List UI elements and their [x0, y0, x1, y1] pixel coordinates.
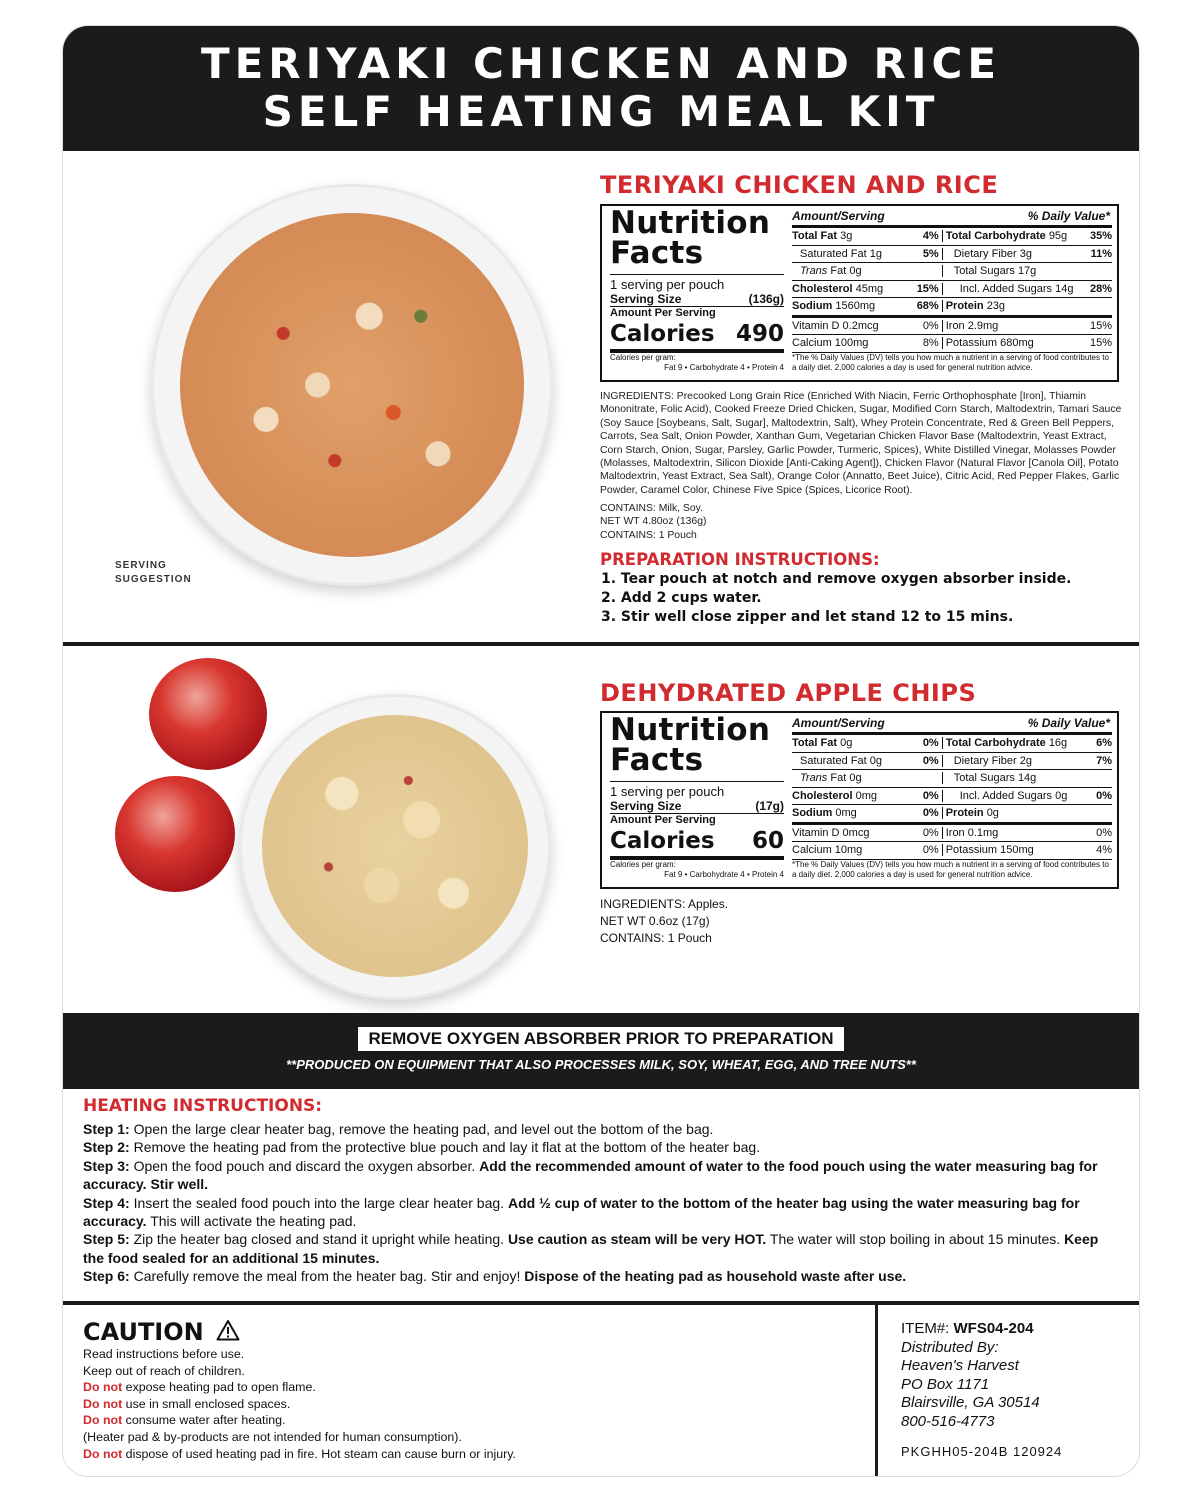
- nf-row: [792, 842, 1112, 860]
- nf-nutrient-amount: 3g: [1019, 247, 1032, 260]
- heating-step: [83, 1230, 1123, 1267]
- nf-nutrient-name: Total Sugars: [953, 265, 1015, 278]
- footer-vertical-divider: [875, 1305, 878, 1476]
- nf-nutrient: [792, 320, 879, 332]
- nf-cell-right: [942, 230, 1112, 242]
- heating-step: [83, 1120, 1123, 1138]
- apple-chips-food: [262, 715, 528, 977]
- nf-nutrient: [946, 827, 999, 839]
- nf-cell-left: [792, 844, 942, 856]
- heating-step: [83, 1194, 1123, 1231]
- step-text: Open the large clear heater bag, remove the heating pad, and level out the bottom of the bag.: [129, 1121, 714, 1137]
- nf-right: [792, 208, 1112, 373]
- caution-line: [83, 1379, 516, 1396]
- nf-serving-size-value: (17g): [755, 799, 784, 813]
- step-text: Remove the heating pad from the protective blue pouch and lay it flat at the bottom of the heater bag.: [129, 1139, 761, 1156]
- nf-nutrient: [792, 230, 852, 242]
- nf-amount-per-serving: Amount Per Serving: [610, 306, 784, 319]
- nf-nutrient: [946, 320, 999, 332]
- nf-nutrient: [946, 772, 1037, 784]
- nf-nutrient-dv: 0%: [922, 737, 939, 750]
- nf-nutrient-amount: 45mg: [855, 282, 884, 295]
- nutrition-facts-meal2: [600, 711, 1119, 889]
- nf-nutrient: [946, 265, 1037, 277]
- caution-line: [83, 1396, 516, 1413]
- warning-icon: [216, 1319, 240, 1341]
- nf-heading: Nutrition: [610, 712, 771, 748]
- nf-nutrient: [792, 844, 862, 856]
- nf-nutrient: [946, 807, 999, 819]
- nf-cell-left: [792, 337, 942, 349]
- nf-cell-right: [942, 337, 1112, 349]
- nf-nutrient: [792, 283, 883, 295]
- prep-step: 3. Stir well close zipper and let stand 12 to 15 mins.: [601, 609, 1014, 625]
- nf-servings: 1 serving per pouch: [610, 277, 725, 292]
- nf-cell-left: [792, 248, 942, 260]
- nf-nutrient-amount: 17g: [1017, 265, 1037, 278]
- oxygen-absorber-notice: REMOVE OXYGEN ABSORBER PRIOR TO PREPARATION: [358, 1027, 843, 1051]
- meal1-title: TERIYAKI CHICKEN AND RICE: [600, 171, 999, 199]
- nf-nutrient-amount: 0mg: [855, 789, 877, 802]
- nf-calories: [610, 319, 784, 353]
- nf-cell-left: [792, 265, 942, 277]
- nf-cell-left: [792, 807, 942, 819]
- nf-nutrient-amount: 14g: [1017, 772, 1037, 785]
- nf-heading: Facts: [610, 235, 704, 271]
- nf-cell-left: [792, 283, 942, 295]
- apple-image: [115, 776, 235, 892]
- heating-step: [83, 1138, 1123, 1156]
- nf-nutrient-name: Cholesterol: [792, 789, 853, 802]
- nf-cal-per-gram: Calories per gram:: [610, 860, 676, 869]
- nf-nutrient-dv: 6%: [1096, 737, 1112, 750]
- nf-nutrient: [792, 827, 869, 839]
- header-title-line1: TERIYAKI CHICKEN AND RICE: [200, 39, 1002, 88]
- nf-table-header: [792, 715, 1112, 735]
- nf-footnote: *The % Daily Values (DV) tells you how much a nutrient in a serving of food contributes to a daily diet. 2,000 calories a day is used for general nutrition advice.: [792, 352, 1109, 372]
- nf-cell-right: [942, 265, 1112, 277]
- step-text: Zip the heater bag closed and stand it upright while heating.: [129, 1231, 508, 1248]
- header-banner: [63, 26, 1139, 151]
- nf-nutrient: [946, 300, 1005, 312]
- distributor-info: ITEM#: WFS04-204 Distributed By: Heaven's Harvest PO Box 1171 Blairsville, GA 30514 800-516-4773: [901, 1320, 1040, 1430]
- warning-band: [63, 1013, 1139, 1089]
- nf-nutrient-amount: 0g: [1055, 789, 1068, 802]
- step-label: Step 5:: [83, 1231, 130, 1248]
- nf-row: [792, 753, 1112, 771]
- nf-nutrient-name: Total Carbohydrate: [945, 737, 1046, 750]
- caution-line: [83, 1429, 516, 1446]
- nf-row: [792, 735, 1112, 753]
- nf-calories-label: Calories: [610, 321, 715, 347]
- caution-text: dispose of used heating pad in fire. Hot steam can cause burn or injury.: [122, 1446, 516, 1461]
- nf-nutrient-amount: 0mg: [835, 807, 857, 820]
- nf-cell-right: [942, 320, 1112, 332]
- nutrition-facts-meal1: [600, 204, 1119, 382]
- nf-nutrient-name: Vitamin D 0mcg: [792, 826, 870, 839]
- nf-nutrient-name: Trans: [800, 265, 828, 278]
- nf-nutrient-amount: 0g: [840, 737, 853, 750]
- nf-left: [610, 712, 784, 880]
- nf-cell-left: [792, 300, 942, 312]
- nf-nutrient: [946, 230, 1067, 242]
- nf-nutrient-dv: 15%: [1089, 319, 1112, 332]
- nf-heading: Nutrition: [610, 205, 771, 241]
- caution-line: [83, 1412, 516, 1429]
- nf-calories: [610, 826, 784, 860]
- nf-nutrient: [946, 755, 1032, 767]
- caution-do-not: Do not: [83, 1446, 123, 1461]
- nf-cell-right: [942, 283, 1112, 295]
- nf-row: [792, 263, 1112, 281]
- nf-nutrient-dv: 0%: [922, 844, 939, 857]
- nf-row: [792, 825, 1112, 843]
- nf-nutrient-dv: 0%: [922, 826, 939, 839]
- nf-nutrient-name: Total Sugars: [953, 772, 1015, 785]
- nf-cell-right: [942, 772, 1112, 784]
- nf-cell-left: [792, 230, 942, 242]
- nf-nutrient-dv: 0%: [922, 789, 939, 802]
- nf-nutrient-amount: 2g: [1019, 754, 1032, 767]
- step-text: The water will stop boiling in about 15 minutes.: [766, 1231, 1065, 1248]
- nf-nutrient-dv: 8%: [922, 337, 939, 350]
- heating-step: [83, 1267, 1123, 1285]
- nf-nutrient-dv: 7%: [1096, 754, 1112, 767]
- nf-nutrient: [946, 283, 1074, 295]
- nf-serving-size: [610, 292, 784, 306]
- step-emphasis: Add the recommended amount of water to the food pouch using the water measuring bag for accuracy. Stir well.: [83, 1157, 1098, 1193]
- caution-do-not: Do not: [83, 1413, 123, 1428]
- nf-row: [792, 805, 1112, 825]
- nf-dv-header: % Daily Value*: [1027, 716, 1110, 730]
- nf-cal-per-gram-values: Fat 9 • Carbohydrate 4 • Protein 4: [664, 363, 784, 372]
- nf-cell-left: [792, 827, 942, 839]
- nf-amount-per-serving: Amount Per Serving: [610, 813, 784, 826]
- nf-cell-left: [792, 772, 942, 784]
- nf-serving-size: [610, 799, 784, 813]
- caution-text: expose heating pad to open flame.: [122, 1380, 316, 1395]
- nf-nutrient-dv: 0%: [922, 807, 939, 820]
- nf-row: [792, 770, 1112, 788]
- nf-row: [792, 298, 1112, 318]
- nf-cell-right: [942, 248, 1112, 260]
- step-emphasis: Add ½ cup of water to the bottom of the heater bag using the water measuring bag for accuracy.: [83, 1194, 1080, 1230]
- caution-text: use in small enclosed spaces.: [122, 1396, 291, 1411]
- label-card: [62, 25, 1140, 1477]
- nf-nutrient: [946, 337, 1034, 349]
- nf-nutrient-name: Saturated Fat: [800, 754, 867, 767]
- step-emphasis: Keep the food sealed for an additional 15 minutes.: [83, 1231, 1099, 1266]
- nf-table-header: [792, 208, 1112, 228]
- nf-cell-right: [942, 755, 1112, 767]
- allergen-notice: **PRODUCED ON EQUIPMENT THAT ALSO PROCESSES MILK, SOY, WHEAT, EGG, AND TREE NUTS**: [286, 1057, 916, 1072]
- nf-nutrient: [946, 844, 1034, 856]
- nf-amount-header: Amount/Serving: [792, 209, 885, 223]
- nf-nutrient: [792, 755, 882, 767]
- heating-title: HEATING INSTRUCTIONS:: [83, 1096, 323, 1116]
- step-text: Carefully remove the meal from the heater bag. Stir and enjoy!: [129, 1268, 525, 1285]
- heating-step: [83, 1157, 1123, 1194]
- nf-nutrient: [946, 737, 1067, 749]
- serving-suggestion: SERVING SUGGESTION: [115, 560, 192, 585]
- nf-nutrient-name: Saturated Fat: [800, 247, 867, 260]
- nf-nutrient-name: Total Fat: [792, 230, 838, 243]
- nf-nutrient-dv: 68%: [916, 300, 939, 313]
- nf-nutrient: [946, 248, 1032, 260]
- nf-rule: [610, 274, 784, 275]
- nf-nutrient-amount: 23g: [986, 300, 1006, 313]
- caution-text: Keep out of reach of children.: [83, 1363, 245, 1378]
- prep-step: 2. Add 2 cups water.: [601, 590, 762, 606]
- prep-step: 1. Tear pouch at notch and remove oxygen absorber inside.: [601, 571, 1072, 587]
- nf-cell-right: [942, 827, 1112, 839]
- nf-nutrient-name: Calcium 10mg: [792, 844, 863, 857]
- nf-nutrient-amount: 0g: [986, 807, 999, 820]
- step-text: This will activate the heating pad.: [146, 1213, 357, 1230]
- nf-cell-right: [942, 300, 1112, 312]
- rice-plate-image: [151, 184, 553, 586]
- nf-nutrient-dv: 0%: [922, 754, 939, 767]
- nf-cell-right: [942, 807, 1112, 819]
- nf-nutrient-name: Potassium 150mg: [945, 844, 1034, 857]
- nf-nutrient-dv: 0%: [922, 319, 939, 332]
- nf-calories-label: Calories: [610, 828, 715, 854]
- nf-footnote: *The % Daily Values (DV) tells you how much a nutrient in a serving of food contributes to a daily diet. 2,000 calories a day is used for general nutrition advice.: [792, 859, 1109, 879]
- caution-text: consume water after heating.: [122, 1413, 286, 1428]
- nf-nutrient: [792, 737, 852, 749]
- nf-nutrient-dv: 4%: [1096, 844, 1112, 857]
- nf-nutrient-dv: 28%: [1089, 282, 1112, 295]
- step-emphasis: Dispose of the heating pad as household waste after use.: [524, 1268, 907, 1285]
- step-label: Step 2:: [83, 1139, 130, 1156]
- nf-row: [792, 246, 1112, 264]
- nf-cell-left: [792, 320, 942, 332]
- nf-nutrient-name: Sodium: [792, 807, 833, 820]
- step-label: Step 4:: [83, 1194, 130, 1211]
- nf-cell-right: [942, 844, 1112, 856]
- preparation-steps: [601, 570, 1071, 627]
- header-title-line2: SELF HEATING MEAL KIT: [262, 87, 940, 136]
- nf-cal-per-gram: Calories per gram:: [610, 353, 676, 362]
- nf-nutrient-name: Iron 0.1mg: [945, 826, 999, 839]
- nf-nutrient-name: Sodium: [792, 300, 833, 313]
- nf-nutrient: [792, 300, 875, 312]
- nf-nutrient-name: Calcium 100mg: [792, 337, 869, 350]
- nf-nutrient: [792, 265, 862, 277]
- nf-row: [792, 335, 1112, 353]
- nf-nutrient-name: Trans: [800, 772, 828, 785]
- nf-amount-header: Amount/Serving: [792, 716, 885, 730]
- step-emphasis: Use caution as steam will be very HOT.: [507, 1231, 767, 1248]
- nf-nutrient-amount: 1g: [869, 247, 882, 260]
- nf-nutrient-dv: 4%: [922, 230, 939, 243]
- nf-calories-value: 490: [735, 321, 784, 347]
- footer-divider: [63, 1301, 1139, 1305]
- nf-rule: [610, 781, 784, 782]
- caution-text: Read instructions before use.: [83, 1347, 245, 1361]
- nf-nutrient-name: Protein: [945, 807, 984, 820]
- nf-nutrient-amount: 95g: [1048, 230, 1068, 243]
- nf-nutrient: [792, 807, 857, 819]
- nf-nutrient-name: Incl. Added Sugars: [959, 282, 1053, 295]
- nf-right: [792, 715, 1112, 880]
- nf-nutrient-name: Cholesterol: [792, 282, 853, 295]
- caution-line: [83, 1346, 516, 1363]
- step-text: Insert the sealed food pouch into the large clear heater bag.: [129, 1194, 508, 1211]
- meal1-contains: CONTAINS: Milk, Soy. NET WT 4.80oz (136g) CONTAINS: 1 Pouch: [600, 503, 707, 541]
- step-label: Step 6:: [83, 1268, 130, 1285]
- step-text: Open the food pouch and discard the oxygen absorber.: [129, 1157, 480, 1174]
- nf-left: [610, 205, 784, 373]
- nf-nutrient: [792, 772, 862, 784]
- nf-serving-size-label: Serving Size: [610, 292, 682, 306]
- nf-cell-left: [792, 755, 942, 767]
- nf-row: [792, 318, 1112, 336]
- nf-nutrient-dv: 11%: [1090, 247, 1112, 260]
- nf-heading: Facts: [610, 742, 704, 778]
- nf-nutrient-name: Dietary Fiber: [953, 247, 1017, 260]
- nf-cal-per-gram-values: Fat 9 • Carbohydrate 4 • Protein 4: [664, 870, 784, 879]
- meal1-ingredients: INGREDIENTS: Precooked Long Grain Rice (Enriched With Niacin, Ferric Orthophosphate [Iron], Thiamin Mononitrate, Folic Acid), Cooked Freeze Dried Chicken, Sugar, Modified Corn Starch, Maltodextrin, Tamari Sauce (Soy Sauce [Soybeans, Salt, Sugar], Maltodextrin, Salt), Whey Protein Concentrate, Red & Green Bell Peppers, Carrots, Sea Salt, Onion Powder, Xanthan Gum, Vegetarian Chicken Flavor Base (Maltodextrin, Yeast Extract, Corn Starch, Onion, Sugar, Parsley, Garlic Powder, Turmeric, Spices), White Distilled Vinegar, Molasses Powder (Molasses, Maltodextrin, Silicon Dioxide [Anti-Caking Agent]), Chicken Flavor (Natural Flavor [Canola Oil], Potato Maltodextrin, Yeast Extract, Sea Salt), Orange Color (Annatto, Beet Juice), Citric Acid, Red Pepper Flakes, Garlic Powder, Caramel Color, Chinese Five Spice (Spices, Licorice Root).: [600, 391, 1122, 496]
- nf-serving-size-value: (136g): [748, 292, 784, 306]
- nf-nutrient-name: Vitamin D 0.2mcg: [792, 319, 879, 332]
- apple-chips-bowl-image: [239, 694, 551, 1000]
- step-label: Step 1:: [83, 1121, 130, 1137]
- apple-image: [149, 658, 267, 770]
- caution-line: [83, 1363, 516, 1380]
- caution-text: (Heater pad & by-products are not intended for human consumption).: [83, 1429, 462, 1444]
- nf-nutrient-amount: 1560mg: [835, 300, 876, 313]
- nf-nutrient: [792, 337, 868, 349]
- heating-steps: [83, 1120, 1123, 1286]
- teriyaki-rice-food: [180, 213, 524, 557]
- nf-servings: 1 serving per pouch: [610, 784, 725, 799]
- nf-nutrient-dv: 5%: [922, 247, 939, 260]
- nf-nutrient-amount: Fat 0g: [830, 772, 862, 785]
- nf-row: [792, 788, 1112, 806]
- nf-row: [792, 281, 1112, 299]
- nf-nutrient-name: Incl. Added Sugars: [959, 789, 1053, 802]
- meal2-ingredients: INGREDIENTS: Apples. NET WT 0.6oz (17g) CONTAINS: 1 Pouch: [600, 897, 729, 945]
- preparation-title: PREPARATION INSTRUCTIONS:: [600, 550, 880, 569]
- nf-nutrient-dv: 35%: [1089, 230, 1112, 243]
- caution-title: CAUTION: [83, 1318, 240, 1346]
- caution-list: [83, 1346, 516, 1462]
- nf-nutrient-name: Iron 2.9mg: [945, 319, 999, 332]
- nf-nutrient-name: Dietary Fiber: [953, 754, 1017, 767]
- section-divider: [63, 642, 1139, 646]
- step-label: Step 3:: [83, 1157, 130, 1174]
- nf-nutrient-dv: 15%: [1089, 337, 1112, 350]
- nf-nutrient-amount: 14g: [1055, 282, 1074, 295]
- nf-nutrient: [792, 248, 882, 260]
- nf-cell-left: [792, 737, 942, 749]
- nf-nutrient: [792, 790, 877, 802]
- package-code: PKGHH05-204B 120924: [901, 1444, 1063, 1459]
- nf-dv-header: % Daily Value*: [1027, 209, 1110, 223]
- caution-do-not: Do not: [83, 1396, 123, 1411]
- caution-line: [83, 1446, 516, 1463]
- nf-cell-left: [792, 790, 942, 802]
- nf-nutrient-amount: Fat 0g: [830, 265, 862, 278]
- nf-nutrient-amount: 0g: [869, 754, 882, 767]
- nf-serving-size-label: Serving Size: [610, 799, 682, 813]
- nf-calories-value: 60: [751, 828, 784, 854]
- nf-nutrient-dv: 0%: [1096, 789, 1112, 802]
- nf-nutrient-name: Total Carbohydrate: [945, 230, 1046, 243]
- nf-nutrient-name: Protein: [945, 300, 984, 313]
- nf-nutrient-dv: 0%: [1096, 826, 1112, 839]
- nf-nutrient-name: Total Fat: [792, 737, 838, 750]
- caution-do-not: Do not: [83, 1380, 123, 1395]
- meal2-title: DEHYDRATED APPLE CHIPS: [600, 679, 977, 707]
- nf-cell-right: [942, 737, 1112, 749]
- nf-nutrient-dv: 15%: [916, 282, 939, 295]
- item-number: ITEM#: WFS04-204: [901, 1320, 1034, 1337]
- nf-cell-right: [942, 790, 1112, 802]
- nf-nutrient-amount: 3g: [840, 230, 853, 243]
- nf-nutrient: [946, 790, 1068, 802]
- nf-row: [792, 228, 1112, 246]
- nf-nutrient-amount: 16g: [1048, 737, 1068, 750]
- nf-nutrient-name: Potassium 680mg: [945, 337, 1034, 350]
